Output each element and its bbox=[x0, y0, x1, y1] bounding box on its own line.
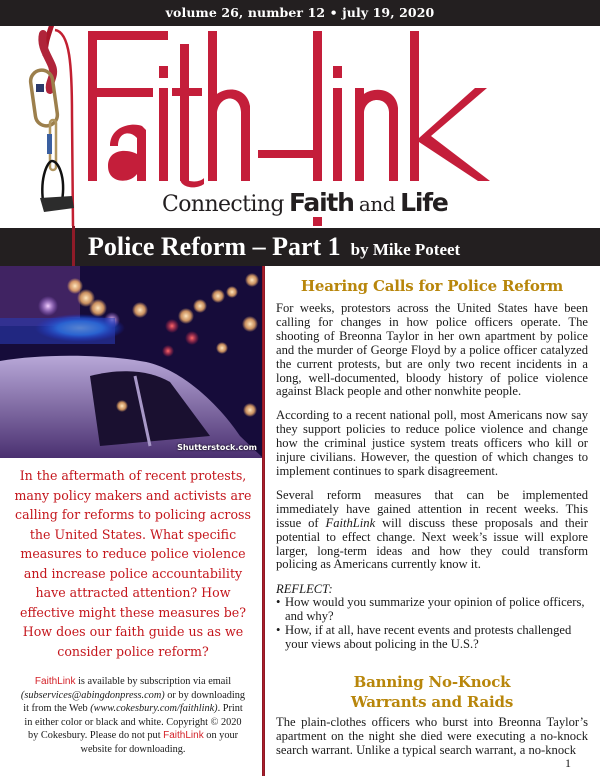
masthead bbox=[0, 26, 600, 226]
issue-line: volume 26, number 12 • july 19, 2020 bbox=[165, 5, 435, 20]
police-car-photo bbox=[0, 266, 263, 458]
subscription-brand: FaithLink bbox=[34, 676, 76, 687]
subscription-email: (subservices@abingdonpress.com) bbox=[20, 689, 165, 701]
article-paragraph: For weeks, protestors across the United States have been calling for changes in how police officers operate. The shooting of Breonna Taylor in her own apartment by police and the murder of George Floyd by a police officer catalyzed the current protests, but are only two recent incidents in a long, well-documented, bloody history of police violence against Black people and other nonwhite people. bbox=[276, 301, 588, 399]
tagline-connecting: Connecting bbox=[162, 192, 284, 217]
reflect-label: REFLECT: bbox=[276, 582, 333, 597]
subscription-brand: FaithLink bbox=[163, 730, 204, 741]
subscription-text: . Print in either color or black and white. Copyright © 2020 by Cokesbury. Please do not put bbox=[24, 703, 243, 741]
section-heading bbox=[276, 672, 588, 712]
subscription-text: or by downloading it from the Web bbox=[23, 689, 246, 714]
heading-line: Banning No-Knock bbox=[353, 672, 511, 691]
article-paragraph: The plain-clothes officers who burst into Breonna Taylor’s apartment on the night she died were executing a no-knock search warrant. Unlike a typical search warrant, a no-knock bbox=[276, 714, 588, 757]
author-byline: by Mike Poteet bbox=[350, 240, 461, 259]
tagline-and: and bbox=[358, 192, 395, 216]
issue-title: Police Reform – Part 1 bbox=[88, 232, 341, 261]
article-paragraph: According to a recent national poll, most Americans now say they support policies to reduce police violence and change how the criminal justice system treats officers who kill or injure civilians. However, the question of which changes to implement continues to spark disagreement. bbox=[276, 408, 588, 478]
heading-line: Warrants and Raids bbox=[350, 692, 514, 711]
tagline-faith: Faith bbox=[288, 188, 354, 217]
section-heading: Hearing Calls for Police Reform bbox=[300, 277, 564, 295]
paragraph-italic: FaithLink bbox=[325, 515, 376, 530]
column-divider-rope bbox=[262, 266, 265, 776]
rope-segment bbox=[72, 226, 75, 266]
title-bar bbox=[0, 228, 600, 266]
reflect-item: • How would you summarize your opinion of police officers, and why? bbox=[276, 596, 588, 624]
intro-text: In the aftermath of recent protests, many policy makers and activists are calling for reforms to policing across the United States. What specific measures to reduce police violence and increase police accountability have attracted attention? How effective might these measures be? How does our faith guide us as we consider police reform? bbox=[14, 468, 252, 659]
issue-info-bar bbox=[0, 0, 600, 26]
article-paragraph bbox=[276, 489, 588, 572]
paragraph-text: Several reform measures that can be implemented immediately have gained attention in recent weeks. This issue of bbox=[276, 487, 588, 530]
paragraph-text: will discuss these proposals and their potential to effect change. Next week’s issue will explore larger, long-term ideas and how they could transform policing as Americans currently know it. bbox=[276, 515, 589, 572]
police-lights-image bbox=[0, 266, 263, 458]
subscription-text: is available by subscription via email bbox=[75, 676, 232, 687]
left-column bbox=[8, 466, 258, 756]
reflect-item: • How, if at all, have recent events and protests challenged your views about policing in the U.S.? bbox=[276, 624, 588, 652]
subscription-text: on your website for downloading. bbox=[80, 730, 239, 755]
reflect-list bbox=[276, 596, 588, 652]
tagline-life: Life bbox=[400, 188, 448, 217]
photo-credit: Shutterstock.com bbox=[177, 443, 257, 452]
climbing-gear-icon bbox=[29, 26, 74, 226]
subscription-info bbox=[20, 675, 246, 756]
tagline bbox=[160, 188, 450, 217]
article-column bbox=[276, 276, 588, 758]
subscription-web: (www.cokesbury.com/faithlink) bbox=[90, 703, 218, 714]
page-number: 1 bbox=[565, 756, 571, 770]
